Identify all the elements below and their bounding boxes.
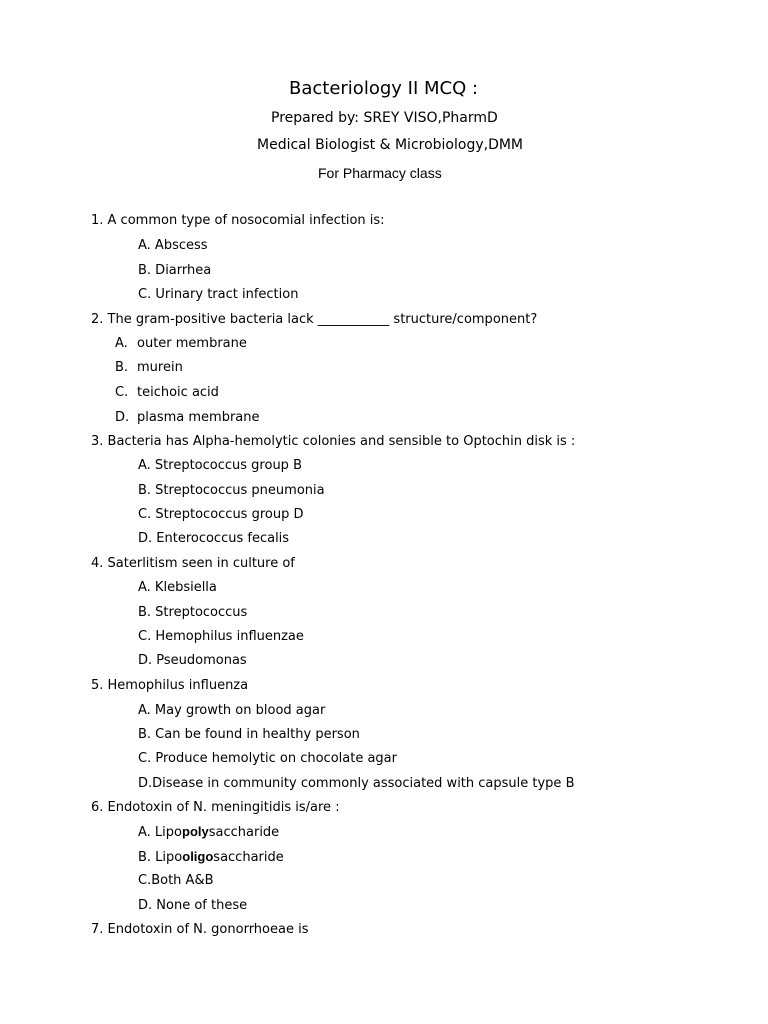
question-3: 3. Bacteria has Alpha-hemolytic colonies and sensible to Optochin disk is : — [91, 434, 576, 449]
q2-option-d-marker: D. — [115, 410, 130, 425]
question-1: 1. A common type of nosocomial infection is: — [91, 213, 385, 228]
q6-option-d: D. None of these — [138, 898, 248, 913]
q4-option-d: D. Pseudomonas — [138, 653, 247, 668]
question-2: 2. The gram-positive bacteria lack ___________ structure/component? — [91, 312, 538, 327]
q3-option-c: C. Streptococcus group D — [138, 507, 304, 522]
document-title: Bacteriology II MCQ : — [289, 78, 479, 99]
q2-option-a-marker: A. — [115, 336, 128, 351]
q5-option-a: A. May growth on blood agar — [138, 703, 326, 718]
q6-option-b-suffix: saccharide — [213, 850, 284, 865]
q2-option-b-text: murein — [137, 360, 183, 375]
q5-option-b: B. Can be found in healthy person — [138, 727, 360, 742]
q2-option-d-text: plasma membrane — [137, 410, 260, 425]
q2-option-b — [115, 360, 183, 376]
q2-option-b-marker: B. — [115, 360, 129, 375]
q5-option-c: C. Produce hemolytic on chocolate agar — [138, 751, 397, 766]
q2-option-c-marker: C. — [115, 385, 129, 400]
class-line: For Pharmacy class — [318, 165, 442, 181]
q4-option-b: B. Streptococcus — [138, 605, 248, 620]
q6-option-a — [138, 824, 279, 841]
q1-option-c: C. Urinary tract infection — [138, 287, 299, 302]
q2-option-a — [115, 336, 247, 352]
question-5: 5. Hemophilus influenza — [91, 678, 249, 693]
q2-option-c — [115, 385, 219, 401]
q2-option-c-text: teichoic acid — [137, 385, 219, 400]
q6-option-a-suffix: saccharide — [208, 825, 280, 840]
q1-option-b: B. Diarrhea — [138, 263, 212, 278]
author-credentials: Medical Biologist & Microbiology,DMM — [257, 137, 524, 153]
q1-option-a: A. Abscess — [138, 238, 208, 253]
prepared-by: Prepared by: SREY VISO,PharmD — [271, 110, 498, 126]
q3-option-d: D. Enterococcus fecalis — [138, 531, 290, 546]
q4-option-c: C. Hemophilus influenzae — [138, 629, 304, 644]
q6-option-c: C.Both A&B — [138, 873, 214, 888]
q3-option-a: A. Streptococcus group B — [138, 458, 302, 473]
q3-option-b: B. Streptococcus pneumonia — [138, 483, 325, 498]
question-7: 7. Endotoxin of N. gonorrhoeae is — [91, 922, 309, 937]
q4-option-a: A. Klebsiella — [138, 580, 217, 595]
question-6: 6. Endotoxin of N. meningitidis is/are : — [91, 800, 340, 815]
question-4: 4. Saterlitism seen in culture of — [91, 556, 295, 571]
q6-option-b-emphasis: oligo — [182, 849, 214, 864]
q6-option-a-emphasis: poly — [182, 824, 209, 839]
q6-option-a-prefix: A. Lipo — [138, 825, 182, 840]
q2-option-d — [115, 410, 260, 426]
q2-option-a-text: outer membrane — [137, 336, 247, 351]
q6-option-b-prefix: B. Lipo — [138, 850, 183, 865]
q6-option-b — [138, 849, 284, 866]
q5-option-d: D.Disease in community commonly associated with capsule type B — [138, 776, 575, 791]
